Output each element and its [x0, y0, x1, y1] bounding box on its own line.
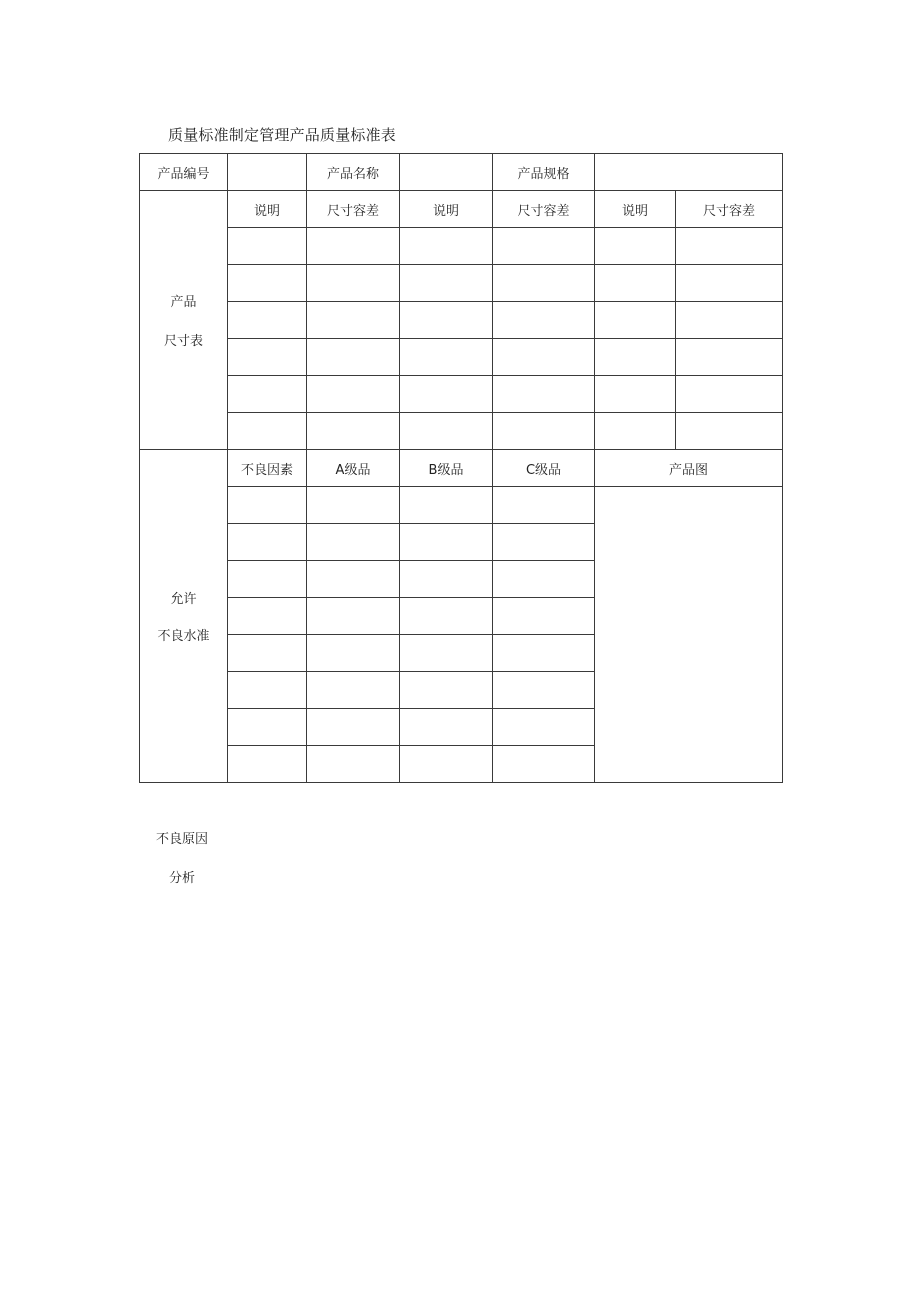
- size-cell[interactable]: [595, 376, 676, 413]
- size-cell[interactable]: [595, 302, 676, 339]
- defect-cell[interactable]: [400, 672, 493, 709]
- size-col-tolerance: 尺寸容差: [676, 191, 783, 228]
- size-col-description: 说明: [595, 191, 676, 228]
- size-col-tolerance: 尺寸容差: [493, 191, 595, 228]
- defect-col-factor: 不良因素: [228, 450, 307, 487]
- size-cell[interactable]: [595, 228, 676, 265]
- defect-row: [140, 487, 783, 524]
- size-cell[interactable]: [228, 302, 307, 339]
- defect-cell[interactable]: [493, 635, 595, 672]
- size-cell[interactable]: [676, 339, 783, 376]
- defect-col-grade-a: A级品: [307, 450, 400, 487]
- defect-cell[interactable]: [493, 487, 595, 524]
- size-cell[interactable]: [228, 265, 307, 302]
- defect-cell[interactable]: [307, 635, 400, 672]
- size-cell[interactable]: [493, 339, 595, 376]
- size-row: [140, 302, 783, 339]
- defect-col-grade-c: C级品: [493, 450, 595, 487]
- defect-cell[interactable]: [400, 635, 493, 672]
- size-cell[interactable]: [400, 265, 493, 302]
- size-section-label: [140, 191, 228, 450]
- defect-cell[interactable]: [228, 635, 307, 672]
- size-row: [140, 413, 783, 450]
- size-cell[interactable]: [400, 413, 493, 450]
- analysis-label-line1: 不良原因: [155, 832, 208, 847]
- size-cell[interactable]: [228, 228, 307, 265]
- document-title: 质量标准制定管理产品质量标准表: [168, 126, 397, 144]
- defect-cell[interactable]: [400, 524, 493, 561]
- product-spec-label: 产品规格: [493, 154, 595, 191]
- defect-cell[interactable]: [493, 709, 595, 746]
- size-cell[interactable]: [595, 413, 676, 450]
- size-cell[interactable]: [400, 302, 493, 339]
- size-header-row: [140, 191, 783, 228]
- size-cell[interactable]: [228, 413, 307, 450]
- defect-cell[interactable]: [228, 746, 307, 783]
- defect-cell[interactable]: [307, 524, 400, 561]
- defect-cell[interactable]: [307, 487, 400, 524]
- size-cell[interactable]: [307, 302, 400, 339]
- analysis-label-line2: 分析: [168, 871, 195, 886]
- defect-cause-analysis: [155, 828, 209, 886]
- product-image-header: 产品图: [595, 450, 783, 487]
- product-image-area[interactable]: [595, 487, 783, 783]
- defect-cell[interactable]: [400, 561, 493, 598]
- product-name-label: 产品名称: [307, 154, 400, 191]
- defect-cell[interactable]: [493, 672, 595, 709]
- size-cell[interactable]: [400, 228, 493, 265]
- size-cell[interactable]: [228, 376, 307, 413]
- product-info-row: [140, 154, 783, 191]
- product-number-label: 产品编号: [140, 154, 228, 191]
- size-cell[interactable]: [676, 265, 783, 302]
- size-cell[interactable]: [676, 302, 783, 339]
- defect-cell[interactable]: [307, 709, 400, 746]
- defect-cell[interactable]: [400, 487, 493, 524]
- size-label-line2: 尺寸表: [163, 334, 203, 349]
- defect-cell[interactable]: [307, 746, 400, 783]
- size-cell[interactable]: [595, 339, 676, 376]
- product-name-field[interactable]: [400, 154, 493, 191]
- defect-cell[interactable]: [228, 709, 307, 746]
- size-cell[interactable]: [307, 339, 400, 376]
- defect-cell[interactable]: [228, 524, 307, 561]
- size-row: [140, 376, 783, 413]
- size-cell[interactable]: [400, 339, 493, 376]
- defect-cell[interactable]: [400, 746, 493, 783]
- defect-label-line2: 不良水准: [157, 629, 210, 644]
- defect-cell[interactable]: [493, 746, 595, 783]
- product-number-field[interactable]: [228, 154, 307, 191]
- defect-cell[interactable]: [400, 598, 493, 635]
- size-cell[interactable]: [307, 228, 400, 265]
- quality-standard-table: [139, 153, 783, 783]
- size-cell[interactable]: [493, 228, 595, 265]
- size-cell[interactable]: [493, 413, 595, 450]
- size-cell[interactable]: [228, 339, 307, 376]
- size-cell[interactable]: [595, 265, 676, 302]
- size-label-line1: 产品: [170, 295, 197, 310]
- size-cell[interactable]: [676, 376, 783, 413]
- product-spec-field[interactable]: [595, 154, 783, 191]
- defect-cell[interactable]: [228, 487, 307, 524]
- size-cell[interactable]: [307, 376, 400, 413]
- defect-cell[interactable]: [228, 561, 307, 598]
- size-cell[interactable]: [307, 265, 400, 302]
- defect-label-line1: 允许: [170, 592, 197, 607]
- defect-cell[interactable]: [493, 598, 595, 635]
- size-cell[interactable]: [307, 413, 400, 450]
- size-row: [140, 265, 783, 302]
- size-cell[interactable]: [676, 413, 783, 450]
- defect-cell[interactable]: [228, 672, 307, 709]
- size-row: [140, 228, 783, 265]
- size-cell[interactable]: [400, 376, 493, 413]
- size-cell[interactable]: [493, 302, 595, 339]
- defect-cell[interactable]: [307, 672, 400, 709]
- size-cell[interactable]: [676, 228, 783, 265]
- size-row: [140, 339, 783, 376]
- defect-header-row: [140, 450, 783, 487]
- defect-cell[interactable]: [228, 598, 307, 635]
- defect-cell[interactable]: [307, 561, 400, 598]
- defect-cell[interactable]: [493, 524, 595, 561]
- size-col-tolerance: 尺寸容差: [307, 191, 400, 228]
- size-col-description: 说明: [228, 191, 307, 228]
- defect-cell[interactable]: [493, 561, 595, 598]
- defect-section-label: [140, 450, 228, 783]
- defect-col-grade-b: B级品: [400, 450, 493, 487]
- size-cell[interactable]: [493, 265, 595, 302]
- size-col-description: 说明: [400, 191, 493, 228]
- defect-cell[interactable]: [307, 598, 400, 635]
- size-cell[interactable]: [493, 376, 595, 413]
- defect-cell[interactable]: [400, 709, 493, 746]
